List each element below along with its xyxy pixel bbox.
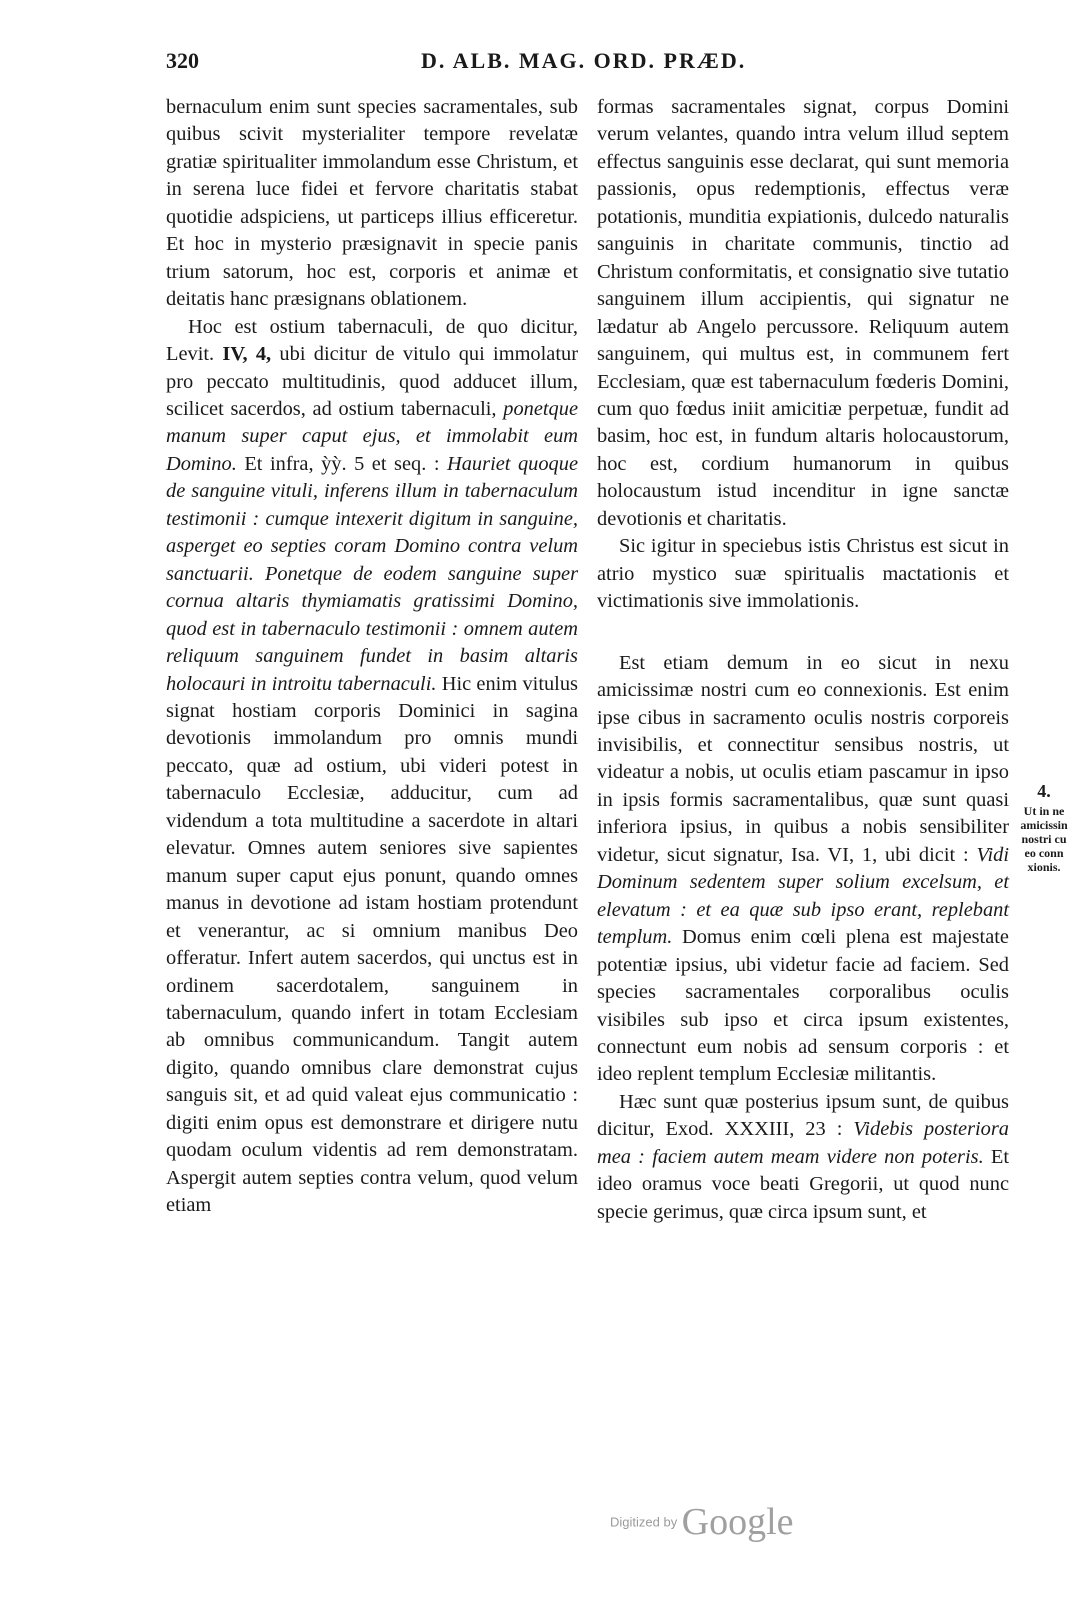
- scripture-reference: IV, 4,: [222, 343, 272, 366]
- page-number: 320: [166, 48, 199, 73]
- digitized-by-label: Digitized by: [610, 1514, 678, 1530]
- running-head: D. ALB. MAG. ORD. PRÆD.: [421, 48, 747, 73]
- margin-note-line: eo conn: [1024, 846, 1064, 860]
- margin-note: [1013, 784, 1075, 874]
- paragraph: Hoc est ostium tabernaculi, de quo dicitur, Levit. IV, 4, ubi dicitur de vitulo qui immolatur pro peccato multitudinis, quod adducet illum, scilicet sacerdos, ad ostium tabernaculi, ponetque manum super caput ejus, et immolabit eum Domino. Et infra, ỳỳ. 5 et seq. : Hauriet quoque de sanguine vituli, inferens illum in tabernaculum testimonii : cumque intexerit digitum in sanguine, asperget eo septies coram Domino contra velum sanctuarii. Ponetque de eodem sanguine super cornua altaris thymiamatis gratissimi Domino, quod est in tabernaculo testimonii : omnem autem reliquum sanguinem fundet in basim altaris holocauri in introitu tabernaculi. Hic enim vitulus signat hostiam corporis Dominici in sagina devotionis immolandum pro omnis mundi peccato, quæ ad ostium, ubi videri potest in tabernaculo Ecclesiæ, adducitur, cum ad videndum a tota multitudine a sacerdote in altari elevatur. Omnes autem seniores sive sapientes manum super caput ejus ponunt, quando omnes manus in devotione ad istam hostiam protendunt et venerantur, ac si omnium manibus Deo offeratur. Infert autem sacerdos, qui unctus est in ordinem sacerdotalem, sanguinem in tabernaculum, quando infert in totam Ecclesiam ab omnibus communicandum. Tangit autem digito, quando omnibus clare demonstrat cujus sanguis sit, et ad quid valeat ejus communicatio : digiti enim opus est demonstrare et dirigere nutu quodam oculum videntis ad rem demonstratam. Aspergit autem septies contra velum, quod velum etiam: [166, 315, 578, 1217]
- paragraph: Est etiam demum in eo sicut in nexu amicissimæ nostri cum eo connexionis. Est enim ipse cibus in sacramento oculis nostris corporeis invisibilis, et connectitur sensibus nostris, ut videatur a nobis, ut oculis etiam pascamur in ipso in ipsis formis sacramentalibus, quæ sunt quasi inferiora ipsius, in quibus a nobis sensibiliter videtur, sicut signatur, Isa. VI, 1, ubi dicit : Vidi Dominum sedentem super solium excelsum, et elevatum : et ea quæ sub ipso erant, replebant templum. Domus enim cœli plena est majestate potentiæ ipsius, ubi videtur facie ad faciem. Sed species sacramentales corporalibus oculis visibiles sub ipso et circa ipsum existentes, connectunt eum nobis ad sensum corporis : et ideo replent templum Ecclesiæ militantis.: [597, 651, 1010, 1086]
- left-column: [166, 94, 578, 1220]
- paragraph: Sic igitur in speciebus istis Christus est sicut in atrio mystico suæ spiritualis mactationis et victimationis sive immolationis.: [597, 535, 1009, 613]
- quotation: Vidi Dominum sedentem super solium excelsum, et elevatum : et ea quæ sub ipso erant, replebant templum.: [597, 843, 1010, 949]
- quotation: Hauriet quoque de sanguine vituli, inferens illum in tabernaculum testimonii : cumque intexerit digitum in sanguine, asperget eo septies coram Domino contra velum sanctuarii. Ponetque de eodem sanguine super cornua altaris thymiamatis gratissimi Domino, quod est in tabernaculo testimonii : omnem autem reliquum sanguinem fundet in basim altaris holocauri in introitu tabernaculi.: [166, 452, 578, 695]
- quotation: ponetque manum super caput ejus, et immolabit eum Domino.: [166, 397, 578, 475]
- margin-note-line: xionis.: [1027, 860, 1061, 874]
- paragraph: formas sacramentales signat, corpus Domini verum velantes, quando intra velum illud septem effectus sanguinis esse declarat, qui sunt memoria passionis, opus redemptionis, effectus veræ potationis, munditia expiationis, dulcedo naturalis sanguinis in charitate communis, tinctio ad Christum conformitatis, et consignatio sive tutatio sanguinem illum accipientis, qui signatur ne lædatur ab Angelo percussore. Reliquum autem sanguinem, qui multus est, in communem fert Ecclesiam, quæ est tabernaculum fœderis Domini, cum quo fœdus iniit amicitiæ perpetuæ, fundit ad basim, hoc est, in fundum altaris holocaustorum, hoc est, cordium humanorum in quibus holocaustum istud incenditur in igne sanctæ devotionis et charitatis.: [597, 96, 1009, 530]
- paragraph: bernaculum enim sunt species sacramentales, sub quibus scivit mysterialiter tempore revelatæ gratiæ spiritualiter immolandum esse Christum, et in serena luce fidei et fervore charitatis stabat quotidie adspiciens, ut particeps illius efficeretur. Et hoc in mysterio præsignavit in specie panis trium satorum, hoc est, corporis et animæ et deitatis hanc præsignans oblationem.: [166, 96, 578, 311]
- digitization-watermark: [610, 1500, 794, 1544]
- margin-note-number: 4.: [1037, 784, 1051, 801]
- scripture-reference: VI, 1,: [827, 843, 878, 866]
- margin-note-line: amicissin: [1020, 818, 1068, 832]
- google-logo: Google: [681, 1501, 794, 1543]
- paragraph: Hæc sunt quæ posterius ipsum sunt, de quibus dicitur, Exod. XXXIII, 23 : Videbis posteriora mea : faciem autem meam videre non poteris. Et ideo oramus voce beati Gregorii, ut quod nunc specie gerimus, quæ circa ipsum sunt, et: [597, 1090, 1010, 1223]
- quotation: Videbis posteriora mea : faciem autem meam videre non poteris.: [597, 1118, 1010, 1168]
- right-column: [597, 94, 1009, 1226]
- scripture-reference: XXXIII, 23 :: [724, 1118, 843, 1141]
- margin-note-line: nostri cu: [1021, 832, 1067, 846]
- margin-note-line: Ut in ne: [1023, 804, 1065, 818]
- page-header: [166, 48, 1006, 88]
